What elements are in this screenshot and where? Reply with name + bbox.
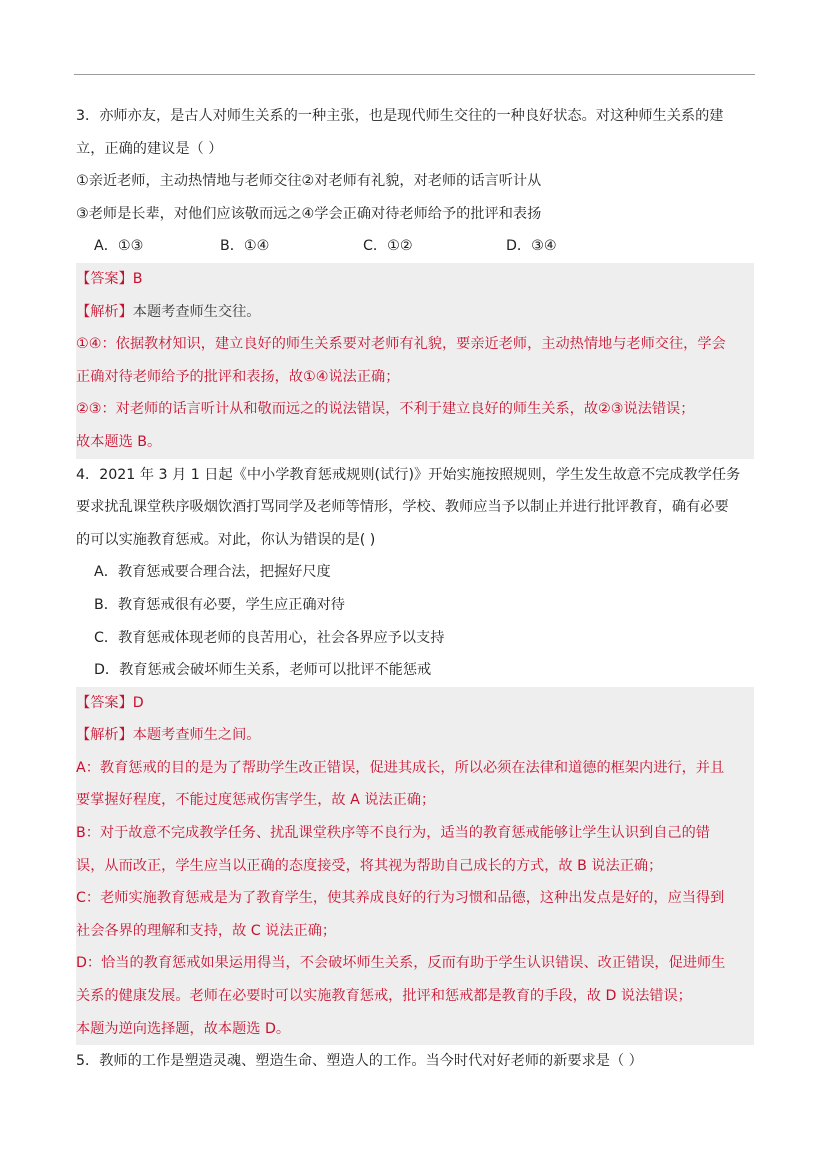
q3-answer-value: B xyxy=(132,270,143,287)
q4-option-b: B．教育惩戒很有必要，学生应正确对待 xyxy=(94,596,345,613)
q4-stem-line-3: 的可以实施教育惩戒。对此，你认为错误的是( ) xyxy=(76,531,376,548)
q4-answer-box xyxy=(76,687,754,1046)
q4-option-c: C．教育惩戒体现老师的良苦用心，社会各界应予以支持 xyxy=(94,629,445,646)
q4-stem-line-2: 要求扰乱课堂秩序吸烟饮酒打骂同学及老师等情形，学校、教师应当予以制止并进行批评教育，确有必要 xyxy=(76,499,729,516)
q4-analysis-line-1: A：教育惩戒的目的是为了帮助学生改正错误，促进其成长，所以必须在法律和道德的框架内进行，并且 xyxy=(76,759,725,776)
q4-analysis-line-2: 要掌握好程度，不能过度惩戒伤害学生，故 A 说法正确； xyxy=(76,792,436,809)
q4-answer xyxy=(76,687,754,720)
q3-option-c: C．①② xyxy=(363,238,413,255)
q3-item-line-2: ③老师是长辈，对他们应该敬而远之④学会正确对待老师给予的批评和表扬 xyxy=(76,205,542,222)
q3-option-d: D．③④ xyxy=(506,238,557,255)
q4-analysis-line-8: 关系的健康发展。老师在必要时可以实施教育惩戒，批评和惩戒都是教育的手段，故 D 说法错误； xyxy=(76,988,692,1005)
q4-option-d: D．教育惩戒会破坏师生关系，老师可以批评不能惩戒 xyxy=(94,662,432,679)
q4-analysis-header xyxy=(76,719,754,752)
q4-answer-label: 【答案】 xyxy=(76,694,133,711)
q4-analysis-line-7: D：恰当的教育惩戒如果运用得当，不会破坏师生关系，反而有助于学生认识错误、改正错误，促进师生 xyxy=(76,955,726,972)
question-3 xyxy=(76,100,754,459)
q4-analysis-intro: 本题考查师生之间。 xyxy=(132,727,261,744)
q3-analysis-header xyxy=(76,296,754,329)
q4-analysis-line-5: C：老师实施教育惩戒是为了教育学生，使其养成良好的行为习惯和品德，这种出发点是好的，应当得到 xyxy=(76,890,725,907)
q4-analysis-line-4: 误，从而改正，学生应当以正确的态度接受，将其视为帮助自己成长的方式，故 B 说法正确； xyxy=(76,857,663,874)
q4-option-a: A．教育惩戒要合理合法，把握好尺度 xyxy=(94,564,331,581)
question-5 xyxy=(76,1045,754,1078)
q3-item-line-1: ①亲近老师，主动热情地与老师交往②对老师有礼貌，对老师的话言听计从 xyxy=(76,173,542,190)
q4-stem-line-1: 4．2021 年 3 月 1 日起《中小学教育惩戒规则(试行)》开始实施按照规则，学生发生故意不完成教学任务 xyxy=(76,466,741,483)
q3-analysis-line-2: 正确对待老师给予的批评和表扬，故①④说法正确； xyxy=(76,368,400,385)
question-4 xyxy=(76,459,754,1046)
q3-answer-label: 【答案】 xyxy=(76,270,133,287)
q4-answer-value: D xyxy=(132,694,144,711)
q3-answer-box xyxy=(76,263,754,459)
q3-analysis-intro: 本题考查师生交往。 xyxy=(132,303,261,320)
q3-analysis-line-3: ②③：对老师的话言听计从和敬而远之的说法错误，不利于建立良好的师生关系，故②③说法错误； xyxy=(76,401,695,418)
q3-options xyxy=(76,230,754,263)
q3-analysis-line-4: 故本题选 B。 xyxy=(76,433,162,450)
q4-analysis-line-6: 社会各界的理解和支持，故 C 说法正确； xyxy=(76,922,337,939)
q3-answer xyxy=(76,263,754,296)
q3-analysis-label: 【解析】 xyxy=(76,303,133,320)
q3-option-a: A．①③ xyxy=(94,238,144,255)
q4-analysis-line-3: B：对于故意不完成教学任务、扰乱课堂秩序等不良行为，适当的教育惩戒能够让学生认识到自己的错 xyxy=(76,825,710,842)
q5-stem-line-1: 5．教师的工作是塑造灵魂、塑造生命、塑造人的工作。当今时代对好老师的新要求是（ ） xyxy=(76,1053,643,1070)
q3-option-b: B．①④ xyxy=(220,238,270,255)
q3-stem-line-1: 3．亦师亦友，是古人对师生关系的一种主张，也是现代师生交往的一种良好状态。对这种师生关系的建 xyxy=(76,108,724,124)
header-rule xyxy=(74,74,755,75)
q3-stem-line-2: 立，正确的建议是（ ） xyxy=(76,140,223,157)
content xyxy=(76,100,754,1078)
q4-analysis-line-9: 本题为逆向选择题，故本题选 D。 xyxy=(76,1020,291,1037)
q4-analysis-label: 【解析】 xyxy=(76,727,133,744)
q3-analysis-line-1: ①④：依据教材知识，建立良好的师生关系要对老师有礼貌，要亲近老师，主动热情地与老师交往，学会 xyxy=(76,336,726,353)
